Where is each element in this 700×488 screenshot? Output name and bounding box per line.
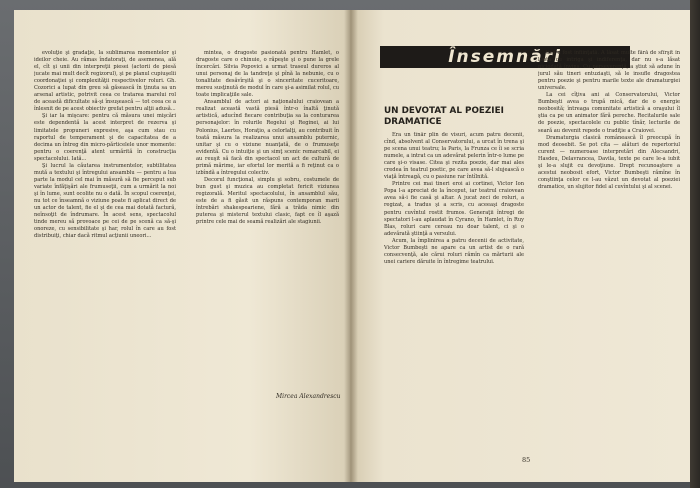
paragraph: Şi iar la mişcare: pentru că măsura unei mişcări este dependentă la acest interpret de rezerva şi limitatele propuneri expresive, aşa cum stau cu raportul de temperament şi de capacitatea de a decima un întreg din micro-părticelele unor momente: pentru o coerenţă atent urmărită în construcţia spectacolului. Iată... xyxy=(34,113,176,162)
paragraph: Dramaturgia clasică românească îl preocupă în mod deosebit. Se pot cita — alături de repertoriul curent — numeroase interpretări din Alecsandri, Hasdeu, Delavrancea, Davila, texte pe care le-a iubit şi le-a slujit cu devoţiune. Drept recunoaştere a acestui neobosit efort, Victor Bumbeşti rămîne în conştiinţa celor ce l-au văzut un devotat al poeziei dramatice, un slujitor fidel al cuvîntului şi al scenei. xyxy=(538,134,680,190)
author-signature: Mircea Alexandrescu xyxy=(276,393,341,400)
paragraph: Decorul funcţional, simplu şi sobru, costumele de bun gust şi muzica au completat fericit viziunea regizorală. Meritul spectacolului, în ansamblul său, este de a fi găsit un răspuns contemporan marii întrebări shakespeariene, fără a trăda nimic din puterea şi misterul textului clasic, fapt ce îl aşază printre cele mai de seamă realizări ale stagiunii. xyxy=(196,176,339,226)
left-page xyxy=(14,10,350,482)
right-page-column-2 xyxy=(538,50,680,448)
right-page xyxy=(350,10,690,482)
paragraph: Şi lucrul la căutarea instrumentelor, subtilitatea mută a textului şi întregului ansamblu — pentru a lua parte la modul cel mai în măsură să fie perceput sub variate înfăţişări ale frumuseţii, cum a urmărit la noi şi în lume, sunt ocolite nu o dată. În scopul coerenţei, nu tot ce înseamnă o viziune poate fi aplicat direct de un actor de talent, fie el şi de cea mai dotată factură, neînsoţit de îndrumare. În acest sens, spectacolul tinde mereu să provoace pe cei de pe scenă ca să-şi onoreze, cu sensibilitate şi har, rolul în care au fost distribuiţi, chiar dacă ritmul acţiunii uneori... xyxy=(34,162,176,240)
paragraph: mintea, o dragoste pasionată pentru Hamlet, o dragoste care o chinuie, o răpeşte şi o pune la grele încercări. Silvia Popovici a urmat traseul dureros al unui personaj de la tandreţe şi pînă la nebunie, cu o tonalitate desăvîrşită şi o sinceritate cuceritoare, mereu susţinută de modul în care şi-a asimilat rolul, cu toate implicaţiile sale. xyxy=(196,50,339,99)
page-number: 85 xyxy=(522,456,531,464)
paragraph: evoluţie şi gradaţie, la sublimarea momentelor şi ideilor cheie. Au rămas îndatoraţi, de asemenea, ală el, cît şi unii din interpreţii piesei (actorii de piesă jucate mai mult decît regizorul), şi pe planul cupiuşelii coordonaţiei şi complexităţii respectivelor roluri. Gh. Cozorici a lupat din greu să găsească în ţinuta sa un arsenal artistic, potrivit ceea ce tratarea marelui rol de această dificultate să-şi însuşească — tot ceea ce a înlesnit de pe acest obiectiv grefat pentru alţii adusă... xyxy=(34,50,176,113)
book-cover-edge xyxy=(690,0,700,488)
left-page-column-2 xyxy=(196,50,339,393)
section-masthead: Însemnări xyxy=(380,46,630,68)
right-page-column-1 xyxy=(384,132,524,466)
paragraph: Ansamblul de actori ai naţionalului craiovean a realizat această vastă piesă într-o înaltă ţinută artistică, aducînd fiecare contribuţia sa la conturarea personajelor: în rolurile Regelui şi Reginei, ai lui Polonius, Laertes, Horaţio, a celorlalţi, au contribuit în toată măsura la realizarea unui ansamblu puternic, unitar şi cu o viziune nuanţată, de o frumuseţe evidentă. Cu o intuiţie şi un simţ scenic remarcabil, ei au reuşit să facă din spectacol un act de cultură de primă mărime, iar efortul lor merită a fi reţinut ca o izbîndă a întregului colectiv. xyxy=(196,99,339,176)
paragraph: tică a fost înfiinţată. A lăsat multe fără de sfîrşit în lupta cu intriga şi indiferenţa, dar nu s-a lăsat niciodată învins. Cu perseverenţă, a ştiut să adune în jurul său tineri entuziaşti, să le insufle dragostea pentru poezie şi pentru marile texte ale dramaturgiei universale. xyxy=(538,50,680,92)
left-page-column-1 xyxy=(34,50,176,446)
book-gutter xyxy=(344,10,358,482)
paragraph: Era un tînăr plin de visuri, acum patru decenii, cînd, absolvent al Conservatorului, a urcat în trena şi pe scena unui teatru; la Paris, la Frunza ce îi se scria numele, a intrat ca un adevărat pelerin într-o lume pe care şi-o visase. Citea şi rezita poezie, dar mai ales credea în teatrul poetic, pe care avea să-l slujească o viaţă întreagă, cu o pasiune rar întîlnită. xyxy=(384,132,524,181)
article-title: UN DEVOTAT AL POEZIEI DRAMATICE xyxy=(384,106,504,127)
paragraph: La cei cîţiva ani ai Conservatorului, Victor Bumbeşti avea o trupă mică, dar de o energie neobosită; întreaga comunitate artistică a oraşului îl ştia ca pe un animator fără pereche. Recitalurile sale de poezie, spectacolele cu public tînăr, lecturile de seară au devenit repede o tradiţie a Craiovei. xyxy=(538,92,680,134)
paragraph: Printre cei mai tineri eroi ai cortinei, Victor Ion Popa l-a apreciat de la început, iar teatrul craiovean avea să-i fie casă şi altar. A jucat zeci de roluri, a regizat, a tradus şi a scris, cu aceeaşi dragoste pentru cuvîntul rostit frumos. Generaţii întregi de spectatori l-au aplaudat în Cyrano, în Hamlet, în Ruy Blas, roluri care cereau nu doar talent, ci şi o adevărată ştiinţă a versului. xyxy=(384,181,524,237)
paragraph: Acum, la împlinirea a patru decenii de activitate, Victor Bumbeşti ne apare ca un artist de o rară consecvenţă, ale cărui roluri rămîn ca mărturii ale unei cariere dăruite în întregime teatrului. xyxy=(384,237,524,265)
